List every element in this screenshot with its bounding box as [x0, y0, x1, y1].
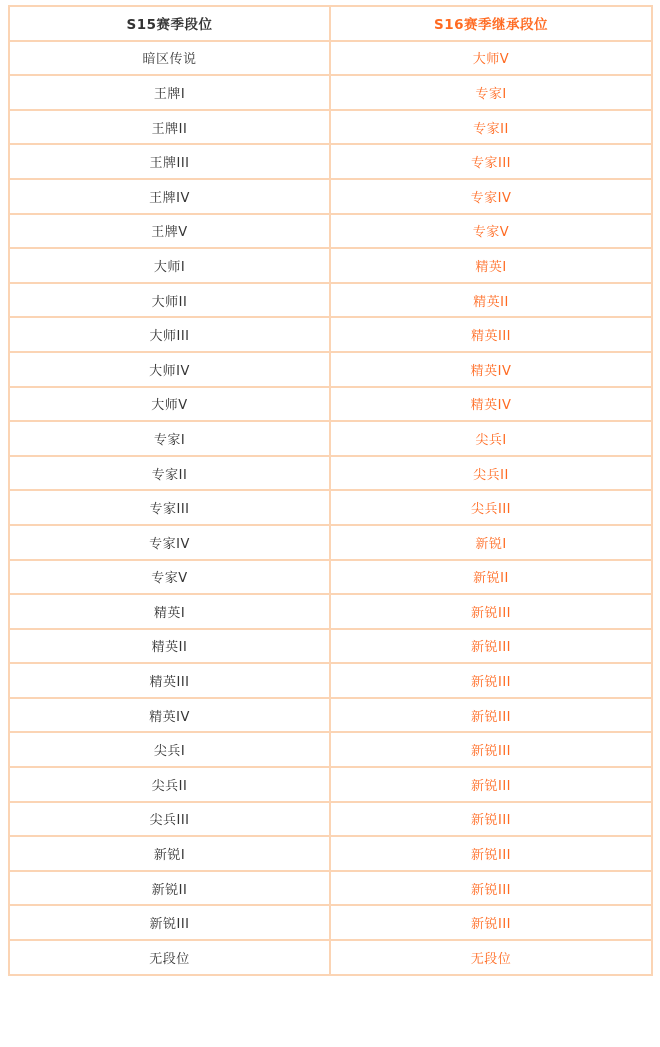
table-row — [9, 214, 652, 249]
cell-s15-rank: 王牌IV — [9, 179, 330, 214]
table-row — [9, 317, 652, 352]
cell-s16-inherited-rank: 尖兵I — [330, 421, 652, 456]
cell-s16-inherited-rank: 尖兵III — [330, 490, 652, 525]
cell-s15-rank: 尖兵I — [9, 732, 330, 767]
cell-s16-inherited-rank: 无段位 — [330, 940, 652, 975]
cell-s16-inherited-rank: 新锐III — [330, 836, 652, 871]
table-row — [9, 871, 652, 906]
header-s16-inherited-rank: S16赛季继承段位 — [330, 6, 652, 41]
cell-s15-rank: 尖兵III — [9, 802, 330, 837]
cell-s16-inherited-rank: 精英IV — [330, 352, 652, 387]
cell-s15-rank: 大师III — [9, 317, 330, 352]
cell-s15-rank: 暗区传说 — [9, 41, 330, 76]
cell-s16-inherited-rank: 新锐III — [330, 802, 652, 837]
cell-s16-inherited-rank: 新锐III — [330, 594, 652, 629]
table-body — [9, 41, 652, 975]
cell-s16-inherited-rank: 新锐III — [330, 663, 652, 698]
cell-s15-rank: 大师I — [9, 248, 330, 283]
table-row — [9, 594, 652, 629]
cell-s16-inherited-rank: 精英I — [330, 248, 652, 283]
table-row — [9, 144, 652, 179]
cell-s15-rank: 无段位 — [9, 940, 330, 975]
table-row — [9, 41, 652, 76]
cell-s15-rank: 专家II — [9, 456, 330, 491]
table-header-row — [9, 6, 652, 41]
cell-s16-inherited-rank: 尖兵II — [330, 456, 652, 491]
table-row — [9, 248, 652, 283]
cell-s15-rank: 大师II — [9, 283, 330, 318]
cell-s16-inherited-rank: 大师V — [330, 41, 652, 76]
cell-s15-rank: 专家III — [9, 490, 330, 525]
cell-s15-rank: 王牌I — [9, 75, 330, 110]
table-row — [9, 490, 652, 525]
header-s15-rank: S15赛季段位 — [9, 6, 330, 41]
cell-s16-inherited-rank: 新锐II — [330, 560, 652, 595]
table-row — [9, 905, 652, 940]
table-row — [9, 456, 652, 491]
cell-s16-inherited-rank: 新锐III — [330, 871, 652, 906]
table-row — [9, 940, 652, 975]
cell-s15-rank: 精英II — [9, 629, 330, 664]
cell-s16-inherited-rank: 新锐III — [330, 629, 652, 664]
cell-s15-rank: 专家V — [9, 560, 330, 595]
rank-inheritance-table — [8, 5, 653, 976]
cell-s15-rank: 王牌II — [9, 110, 330, 145]
table-row — [9, 629, 652, 664]
table-row — [9, 698, 652, 733]
cell-s16-inherited-rank: 精英II — [330, 283, 652, 318]
cell-s16-inherited-rank: 专家V — [330, 214, 652, 249]
cell-s15-rank: 专家IV — [9, 525, 330, 560]
table-row — [9, 732, 652, 767]
cell-s15-rank: 专家I — [9, 421, 330, 456]
cell-s15-rank: 新锐II — [9, 871, 330, 906]
table-row — [9, 283, 652, 318]
cell-s16-inherited-rank: 专家III — [330, 144, 652, 179]
cell-s16-inherited-rank: 新锐III — [330, 698, 652, 733]
cell-s16-inherited-rank: 专家I — [330, 75, 652, 110]
table-row — [9, 525, 652, 560]
table-row — [9, 663, 652, 698]
rank-inheritance-table-container — [8, 5, 651, 976]
cell-s15-rank: 精英III — [9, 663, 330, 698]
table-row — [9, 352, 652, 387]
table-header — [9, 6, 652, 41]
table-row — [9, 802, 652, 837]
table-row — [9, 421, 652, 456]
table-row — [9, 560, 652, 595]
table-row — [9, 110, 652, 145]
cell-s16-inherited-rank: 专家IV — [330, 179, 652, 214]
cell-s16-inherited-rank: 新锐III — [330, 732, 652, 767]
cell-s16-inherited-rank: 专家II — [330, 110, 652, 145]
cell-s15-rank: 大师IV — [9, 352, 330, 387]
cell-s16-inherited-rank: 新锐III — [330, 767, 652, 802]
cell-s15-rank: 王牌III — [9, 144, 330, 179]
cell-s16-inherited-rank: 精英IV — [330, 387, 652, 422]
cell-s15-rank: 新锐I — [9, 836, 330, 871]
table-row — [9, 767, 652, 802]
table-row — [9, 836, 652, 871]
cell-s15-rank: 精英I — [9, 594, 330, 629]
table-row — [9, 75, 652, 110]
table-row — [9, 387, 652, 422]
cell-s16-inherited-rank: 新锐I — [330, 525, 652, 560]
cell-s15-rank: 尖兵II — [9, 767, 330, 802]
cell-s15-rank: 大师V — [9, 387, 330, 422]
cell-s15-rank: 新锐III — [9, 905, 330, 940]
cell-s16-inherited-rank: 精英III — [330, 317, 652, 352]
table-row — [9, 179, 652, 214]
cell-s15-rank: 精英IV — [9, 698, 330, 733]
cell-s15-rank: 王牌V — [9, 214, 330, 249]
cell-s16-inherited-rank: 新锐III — [330, 905, 652, 940]
